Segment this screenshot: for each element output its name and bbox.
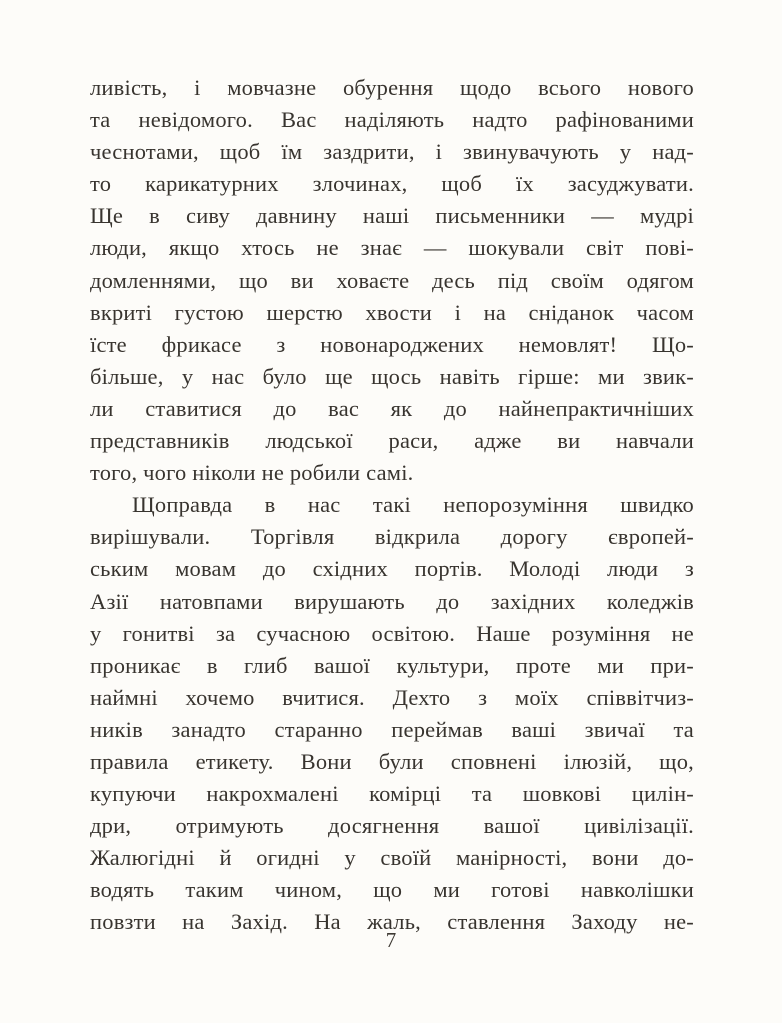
text-line: водять таким чином, що ми готові навколішки — [90, 877, 694, 903]
text-line: проникає в глиб вашої культури, проте ми при- — [90, 652, 694, 678]
text-line: Щоправда в нас такі непорозуміння швидко — [132, 492, 694, 518]
text-line: то карикатурних злочинах, щоб їх засуджувати. — [90, 171, 694, 197]
text-line: дри, отримують досягнення вашої цивілізації. — [90, 813, 694, 839]
text-line: більше, у нас було ще щось навіть гірше: ми звик- — [90, 363, 694, 389]
text-line: та невідомого. Вас наділяють надто рафінованими — [90, 107, 694, 133]
page-number: 7 — [385, 928, 397, 952]
text-line: того, чого ніколи не робили самі. — [90, 460, 414, 486]
text-line: Жалюгідні й огидні у своїй манірності, вони до- — [90, 845, 694, 871]
text-line: повзти на Захід. На жаль, ставлення Заходу не- — [90, 909, 694, 935]
text-line: наймні хочемо вчитися. Дехто з моїх співвітчиз- — [90, 684, 694, 710]
text-line: вирішували. Торгівля відкрила дорогу європей- — [90, 524, 694, 550]
text-line: купуючи накрохмалені комірці та шовкові цилін- — [90, 781, 694, 807]
text-line: ли ставитися до вас як до найнепрактичніших — [90, 395, 694, 421]
text-line: ників занадто старанно переймав ваші звичаї та — [90, 716, 694, 742]
text-line: у гонитві за сучасною освітою. Наше розуміння не — [90, 620, 694, 646]
text-line: Азії натовпами вирушають до західних коледжів — [90, 588, 694, 614]
text-block — [90, 72, 694, 939]
text-line: Ще в сиву давнину наші письменники — мудрі — [90, 203, 694, 229]
text-line: чеснотами, щоб їм заздрити, і звинувачують у над- — [90, 139, 694, 165]
text-line: їсте фрикасе з новонароджених немовлят! Що- — [90, 331, 694, 357]
text-line: люди, якщо хтось не знає — шокували світ пові- — [90, 235, 694, 261]
text-line: ським мовам до східних портів. Молоді люди з — [90, 556, 694, 582]
text-line: домленнями, що ви ховаєте десь під своїм одягом — [90, 267, 694, 293]
text-line: правила етикету. Вони були сповнені ілюзій, що, — [90, 748, 694, 774]
text-line: ливість, і мовчазне обурення щодо всього нового — [90, 75, 694, 100]
text-line: представників людської раси, адже ви навчали — [90, 428, 694, 454]
text-line: вкриті густою шерстю хвости і на сніданок часом — [90, 299, 694, 325]
